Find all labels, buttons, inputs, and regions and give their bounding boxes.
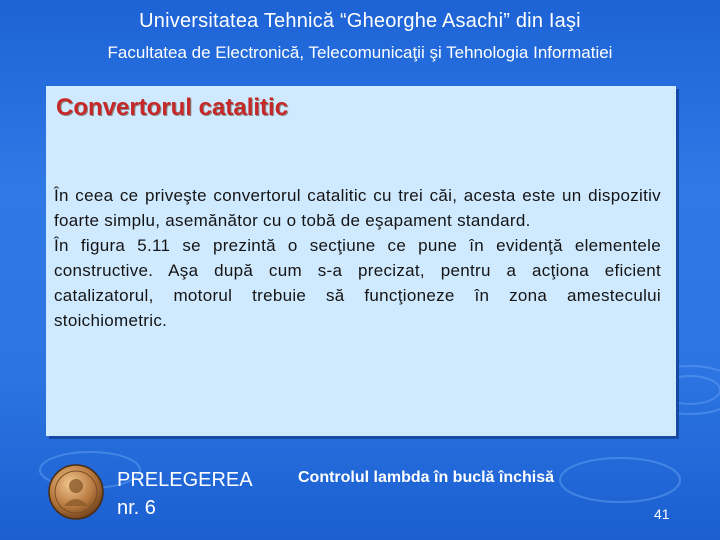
page-number: 41 bbox=[654, 506, 670, 522]
slide-title: Convertorul catalitic bbox=[56, 94, 289, 121]
university-title: Universitatea Tehnică “Gheorghe Asachi” din Iaşi bbox=[139, 10, 581, 32]
body-paragraph: În ceea ce priveşte convertorul catalitic cu trei căi, acesta este un dispozitiv foarte simplu, asemănător cu o tobă de eşapament standard. bbox=[54, 186, 661, 230]
lecture-label bbox=[117, 466, 253, 522]
slide-content-box bbox=[46, 86, 676, 436]
body-paragraph: În figura 5.11 se prezintă o secţiune ce pune în evidenţă elementele constructive. Aşa după cum s-a precizat, pentru a acţiona eficient catalizatorul, motorul trebuie să funcţioneze în zona amestecului stoichiometric. bbox=[54, 236, 661, 330]
lecture-number: nr. 6 bbox=[117, 497, 156, 519]
faculty-subtitle: Facultatea de Electronică, Telecomunicaţii şi Tehnologia Informatiei bbox=[107, 43, 613, 62]
lecture-title: PRELEGEREA bbox=[117, 469, 253, 491]
lecture-topic: Controlul lambda în buclă închisă bbox=[298, 469, 555, 486]
medal-icon bbox=[48, 464, 104, 520]
slide-body bbox=[54, 183, 661, 333]
